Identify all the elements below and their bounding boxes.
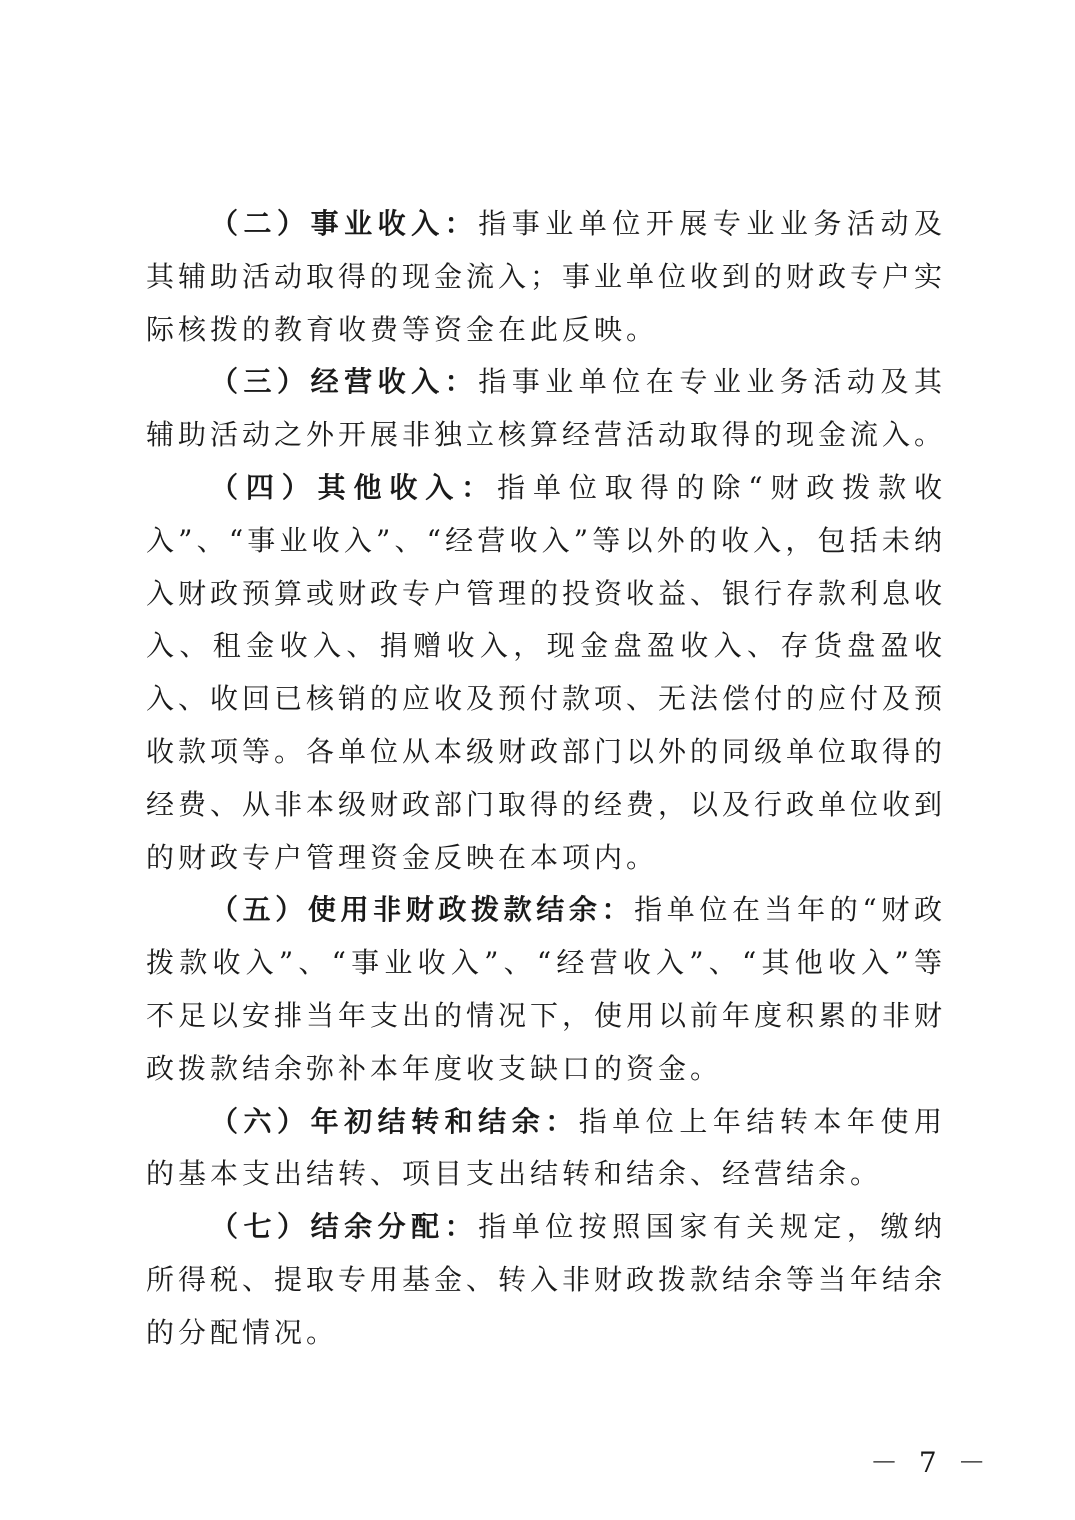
paragraph-text: 指单位在当年的“财政拨款收入”、“事业收入”、“经营收入”、“其他收入”等不足以安排当年支出的情况下，使用以前年度积累的非财政拨款结余弥补本年度收支缺口的资金。 — [146, 893, 947, 1085]
paragraph-surplus-distribution — [146, 1201, 946, 1359]
paragraph-opening-carryover — [146, 1096, 946, 1202]
paragraph-text: 指单位按照国家有关规定，缴纳所得税、提取专用基金、转入非财政拨款结余等当年结余的分配情况。 — [146, 1210, 947, 1349]
document-body — [146, 198, 946, 1360]
paragraph-title: （四）其他收入： — [210, 470, 498, 504]
paragraph-operating-income — [146, 356, 946, 462]
page-number: － 7 － — [870, 1446, 992, 1479]
paragraph-title: （六）年初结转和结余： — [210, 1104, 579, 1138]
paragraph-title: （五）使用非财政拨款结余： — [210, 893, 635, 927]
paragraph-text: 指事业单位开展专业业务活动及其辅助活动取得的现金流入；事业单位收到的财政专户实际核拨的教育收费等资金在此反映。 — [146, 207, 947, 346]
paragraph-non-fiscal-balance — [146, 884, 946, 1095]
paragraph-title: （二）事业收入： — [210, 207, 479, 240]
paragraph-text: 指单位取得的除“财政拨款收入”、“事业收入”、“经营收入”等以外的收入，包括未纳入财政预算或财政专户管理的投资收益、银行存款利息收入、租金收入、捐赠收入，现金盘盈收入、存货盘盈收入、收回已核销的应收及预付款项、无法偿付的应付及预收款项等。各单位从本级财政部门以外的同级单位取得的经费、从非本级财政部门取得的经费，以及行政单位收到的财政专户管理资金反映在本项内。 — [146, 470, 947, 874]
paragraph-other-income — [146, 462, 946, 884]
paragraph-text: 指事业单位在专业业务活动及其辅助活动之外开展非独立核算经营活动取得的现金流入。 — [146, 365, 947, 452]
paragraph-title: （七）结余分配： — [210, 1210, 479, 1244]
paragraph-business-income — [146, 198, 946, 356]
paragraph-title: （三）经营收入： — [210, 365, 479, 399]
paragraph-text: 指单位上年结转本年使用的基本支出结转、项目支出结转和结余、经营结余。 — [146, 1104, 946, 1191]
